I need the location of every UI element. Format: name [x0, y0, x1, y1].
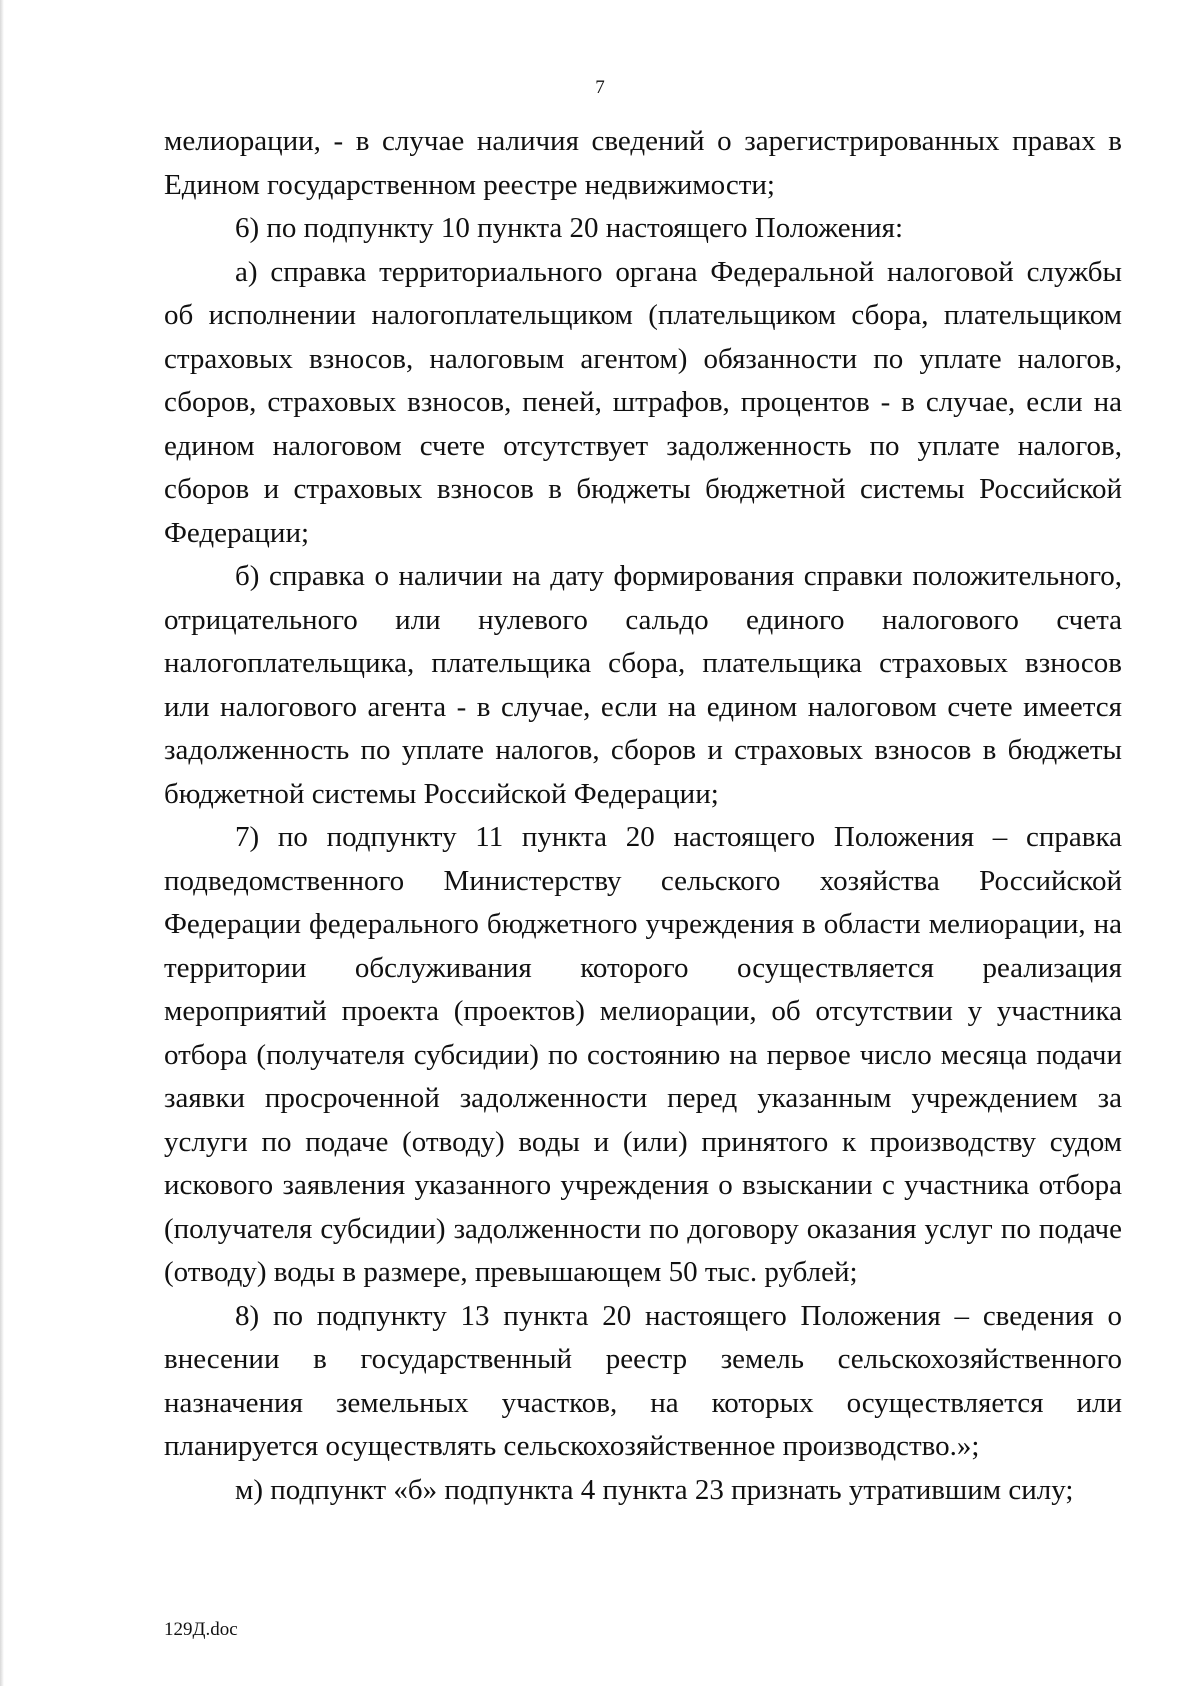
paragraph-item-6: 6) по подпункту 10 пункта 20 настоящего Положения:: [235, 212, 904, 244]
page-number: 7: [595, 77, 605, 98]
paragraph-item-6a: а) справка территориального органа Федеральной налоговой службы об исполнении налогоплательщиком (плательщиком сбора, плательщиком страховых взносов, налоговым агентом) обязанности по уплате налогов, сборов, страховых взносов, пеней, штрафов, процентов - в случае, если на едином налоговом счете отсутствует задолженность по уплате налогов, сборов и страховых взносов в бюджеты бюджетной системы Российской Федерации;: [164, 255, 1122, 549]
paragraph-item-6b: б) справка о наличии на дату формирования справки положительного, отрицательного или нулевого сальдо единого налогового счета налогоплательщика, плательщика сбора, плательщика страховых взносов или налогового агента - в случае, если на едином налоговом счете имеется задолженность по уплате налогов, сборов и страховых взносов в бюджеты бюджетной системы Российской Федерации;: [164, 560, 1122, 810]
paragraph-item-m: м) подпункт «б» подпункта 4 пункта 23 признать утратившим силу;: [235, 1473, 1074, 1506]
document-body: [164, 120, 1122, 1512]
paragraph-continuation: мелиорации, - в случае наличия сведений о зарегистрированных правах в Едином государственном реестре недвижимости;: [164, 125, 1122, 201]
scan-edge-shadow: [0, 0, 4, 1686]
paragraph-item-7: 7) по подпункту 11 пункта 20 настоящего Положения – справка подведомственного Министерству сельского хозяйства Российской Федерации федерального бюджетного учреждения в области мелиорации, на территории обслуживания которого осуществляется реализация мероприятий проекта (проектов) мелиорации, об отсутствии у участника отбора (получателя субсидии) по состоянию на первое число месяца подачи заявки просроченной задолженности перед указанным учреждением за услуги по подаче (отводу) воды и (или) принятого к производству судом искового заявления указанного учреждения о взыскании с участника отбора (получателя субсидии) задолженности по договору оказания услуг по подаче (отводу) воды в размере, превышающем 50 тыс. рублей;: [164, 821, 1122, 1288]
paragraph-item-8: 8) по подпункту 13 пункта 20 настоящего Положения – сведения о внесении в государственный реестр земель сельскохозяйственного назначения земельных участков, на которых осуществляется или планируется осуществлять сельскохозяйственное производство.»;: [164, 1299, 1122, 1462]
footer-filename: 129Д.doc: [164, 1619, 238, 1640]
